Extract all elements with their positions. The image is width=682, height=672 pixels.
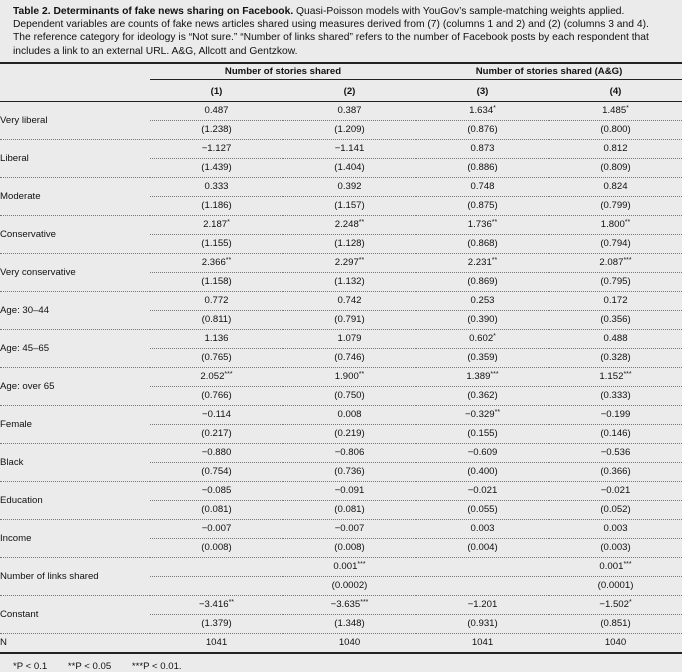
footnote-1: *P < 0.1 xyxy=(13,660,48,672)
footnote-3: ***P < 0.01. xyxy=(131,660,182,672)
row-label: Liberal xyxy=(0,139,150,177)
estimate-cell: −1.127 xyxy=(150,139,283,158)
estimate-cell: 0.001*** xyxy=(549,557,682,576)
footnotes xyxy=(0,654,682,672)
estimate-cell: 1.485* xyxy=(549,101,682,120)
estimate-cell: 0.333 xyxy=(150,177,283,196)
coef-row xyxy=(0,519,682,538)
estimate-cell: 1.389*** xyxy=(416,367,549,386)
std-error-cell: (0.333) xyxy=(549,386,682,405)
std-error-cell: (0.750) xyxy=(283,386,416,405)
std-error-cell: (0.795) xyxy=(549,272,682,291)
std-error-cell: (0.766) xyxy=(150,386,283,405)
column-group-header xyxy=(0,64,682,82)
std-error-cell: (0.362) xyxy=(416,386,549,405)
std-error-cell: (0.055) xyxy=(416,500,549,519)
std-error-cell: (1.158) xyxy=(150,272,283,291)
estimate-cell: 0.488 xyxy=(549,329,682,348)
coef-row xyxy=(0,177,682,196)
estimate-cell: −0.199 xyxy=(549,405,682,424)
estimate-cell: 1.152*** xyxy=(549,367,682,386)
estimate-cell: 1.800** xyxy=(549,215,682,234)
coef-row xyxy=(0,253,682,272)
row-label: Conservative xyxy=(0,215,150,253)
n-cell: 1041 xyxy=(150,633,283,653)
estimate-cell: 2.366** xyxy=(150,253,283,272)
std-error-cell: (0.219) xyxy=(283,424,416,443)
std-error-cell: (0.736) xyxy=(283,462,416,481)
std-error-cell: (0.328) xyxy=(549,348,682,367)
estimate-cell: 2.087*** xyxy=(549,253,682,272)
std-error-cell: (0.875) xyxy=(416,196,549,215)
estimate-cell: −0.806 xyxy=(283,443,416,462)
estimate-cell: 1.900** xyxy=(283,367,416,386)
std-error-cell: (0.876) xyxy=(416,120,549,139)
std-error-cell: (0.004) xyxy=(416,538,549,557)
estimate-cell: 0.824 xyxy=(549,177,682,196)
col-header-3: (3) xyxy=(416,82,549,102)
coef-row xyxy=(0,481,682,500)
estimate-cell: 2.248** xyxy=(283,215,416,234)
std-error-cell: (1.238) xyxy=(150,120,283,139)
estimate-cell: 1.136 xyxy=(150,329,283,348)
estimate-cell xyxy=(416,557,549,576)
estimate-cell: −0.536 xyxy=(549,443,682,462)
row-label: Very conservative xyxy=(0,253,150,291)
std-error-cell: (0.794) xyxy=(549,234,682,253)
footnote-2: **P < 0.05 xyxy=(67,660,112,672)
std-error-cell: (0.886) xyxy=(416,158,549,177)
table-description: Quasi-Poisson models with YouGov’s sample-matching weights applied. Dependent variables are counts of fake news articles shared using measures derived from (7) (columns 1 and 2) and (2) (columns 3 and 4). The reference category for ideology is “Not sure.” “Number of links shared” refers to the number of Facebook posts by each respondent that includes a link to an external URL. A&G, Allcott and Gentzkow. xyxy=(13,6,649,57)
coef-row xyxy=(0,291,682,310)
std-error-cell: (0.851) xyxy=(549,614,682,633)
regression-table xyxy=(0,64,682,654)
estimate-cell: 0.772 xyxy=(150,291,283,310)
row-label: Moderate xyxy=(0,177,150,215)
coef-row xyxy=(0,595,682,614)
std-error-cell: (1.439) xyxy=(150,158,283,177)
estimate-cell: −0.609 xyxy=(416,443,549,462)
estimate-cell: 2.187* xyxy=(150,215,283,234)
std-error-cell: (0.155) xyxy=(416,424,549,443)
table-caption xyxy=(0,0,682,58)
std-error-cell: (0.0001) xyxy=(549,576,682,595)
std-error-cell: (1.128) xyxy=(283,234,416,253)
estimate-cell: −0.114 xyxy=(150,405,283,424)
std-error-cell: (0.008) xyxy=(283,538,416,557)
std-error-cell: (0.146) xyxy=(549,424,682,443)
estimate-cell: 0.003 xyxy=(416,519,549,538)
row-label: Income xyxy=(0,519,150,557)
std-error-cell: (0.359) xyxy=(416,348,549,367)
estimate-cell: −1.141 xyxy=(283,139,416,158)
estimate-cell xyxy=(150,557,283,576)
table-title: Table 2. Determinants of fake news sharing on Facebook. xyxy=(13,6,294,17)
estimate-cell: −3.635*** xyxy=(283,595,416,614)
row-label: Constant xyxy=(0,595,150,633)
group2-header: Number of stories shared (A&G) xyxy=(416,66,682,80)
std-error-cell: (0.791) xyxy=(283,310,416,329)
estimate-cell: 0.812 xyxy=(549,139,682,158)
std-error-cell: (1.209) xyxy=(283,120,416,139)
std-error-cell: (0.868) xyxy=(416,234,549,253)
std-error-cell: (0.003) xyxy=(549,538,682,557)
std-error-cell: (0.052) xyxy=(549,500,682,519)
estimate-cell: −1.201 xyxy=(416,595,549,614)
estimate-cell: −0.091 xyxy=(283,481,416,500)
row-label: Age: 45–65 xyxy=(0,329,150,367)
std-error-cell: (0.366) xyxy=(549,462,682,481)
n-row xyxy=(0,633,682,653)
row-label: Female xyxy=(0,405,150,443)
std-error-cell: (1.155) xyxy=(150,234,283,253)
estimate-cell: −1.502* xyxy=(549,595,682,614)
estimate-cell: 0.748 xyxy=(416,177,549,196)
std-error-cell xyxy=(416,576,549,595)
std-error-cell: (1.132) xyxy=(283,272,416,291)
col-header-4: (4) xyxy=(549,82,682,102)
std-error-cell: (1.157) xyxy=(283,196,416,215)
std-error-cell: (0.081) xyxy=(283,500,416,519)
std-error-cell: (1.404) xyxy=(283,158,416,177)
estimate-cell: 0.602* xyxy=(416,329,549,348)
std-error-cell: (0.390) xyxy=(416,310,549,329)
std-error-cell: (0.811) xyxy=(150,310,283,329)
std-error-cell: (0.081) xyxy=(150,500,283,519)
estimate-cell: 0.003 xyxy=(549,519,682,538)
std-error-cell: (0.799) xyxy=(549,196,682,215)
estimate-cell: 0.742 xyxy=(283,291,416,310)
col-header-2: (2) xyxy=(283,82,416,102)
estimate-cell: 2.297** xyxy=(283,253,416,272)
estimate-cell: −0.007 xyxy=(283,519,416,538)
std-error-cell: (0.809) xyxy=(549,158,682,177)
std-error-cell: (0.400) xyxy=(416,462,549,481)
estimate-cell: −0.007 xyxy=(150,519,283,538)
estimate-cell: 0.001*** xyxy=(283,557,416,576)
estimate-cell: 1.736** xyxy=(416,215,549,234)
estimate-cell: 0.172 xyxy=(549,291,682,310)
n-cell: 1040 xyxy=(549,633,682,653)
row-label: Very liberal xyxy=(0,101,150,139)
std-error-cell: (0.931) xyxy=(416,614,549,633)
std-error-cell: (0.754) xyxy=(150,462,283,481)
estimate-cell: 1.634* xyxy=(416,101,549,120)
n-label: N xyxy=(0,633,150,653)
estimate-cell: 0.392 xyxy=(283,177,416,196)
estimate-cell: 0.873 xyxy=(416,139,549,158)
estimate-cell: −0.021 xyxy=(416,481,549,500)
std-error-cell: (1.379) xyxy=(150,614,283,633)
row-label: Age: 30–44 xyxy=(0,291,150,329)
estimate-cell: 0.487 xyxy=(150,101,283,120)
estimate-cell: 1.079 xyxy=(283,329,416,348)
row-label: Education xyxy=(0,481,150,519)
std-error-cell xyxy=(150,576,283,595)
std-error-cell: (0.217) xyxy=(150,424,283,443)
coef-row xyxy=(0,405,682,424)
coef-row xyxy=(0,443,682,462)
std-error-cell: (0.746) xyxy=(283,348,416,367)
std-error-cell: (0.0002) xyxy=(283,576,416,595)
std-error-cell: (0.765) xyxy=(150,348,283,367)
std-error-cell: (1.348) xyxy=(283,614,416,633)
std-error-cell: (0.869) xyxy=(416,272,549,291)
std-error-cell: (0.800) xyxy=(549,120,682,139)
coef-row xyxy=(0,139,682,158)
std-error-cell: (0.008) xyxy=(150,538,283,557)
estimate-cell: −0.021 xyxy=(549,481,682,500)
estimate-cell: 0.387 xyxy=(283,101,416,120)
group1-header: Number of stories shared xyxy=(150,66,416,80)
row-label: Number of links shared xyxy=(0,557,150,595)
coef-row xyxy=(0,367,682,386)
estimate-cell: 2.052*** xyxy=(150,367,283,386)
n-cell: 1040 xyxy=(283,633,416,653)
n-cell: 1041 xyxy=(416,633,549,653)
coef-row xyxy=(0,101,682,120)
column-number-header xyxy=(0,82,682,102)
std-error-cell: (0.356) xyxy=(549,310,682,329)
estimate-cell: −0.085 xyxy=(150,481,283,500)
row-label: Black xyxy=(0,443,150,481)
estimate-cell: 0.008 xyxy=(283,405,416,424)
estimate-cell: −0.329** xyxy=(416,405,549,424)
estimate-cell: −3.416** xyxy=(150,595,283,614)
estimate-cell: 2.231** xyxy=(416,253,549,272)
coef-row xyxy=(0,557,682,576)
coef-row xyxy=(0,329,682,348)
coef-row xyxy=(0,215,682,234)
estimate-cell: 0.253 xyxy=(416,291,549,310)
col-header-1: (1) xyxy=(150,82,283,102)
std-error-cell: (1.186) xyxy=(150,196,283,215)
estimate-cell: −0.880 xyxy=(150,443,283,462)
row-label: Age: over 65 xyxy=(0,367,150,405)
